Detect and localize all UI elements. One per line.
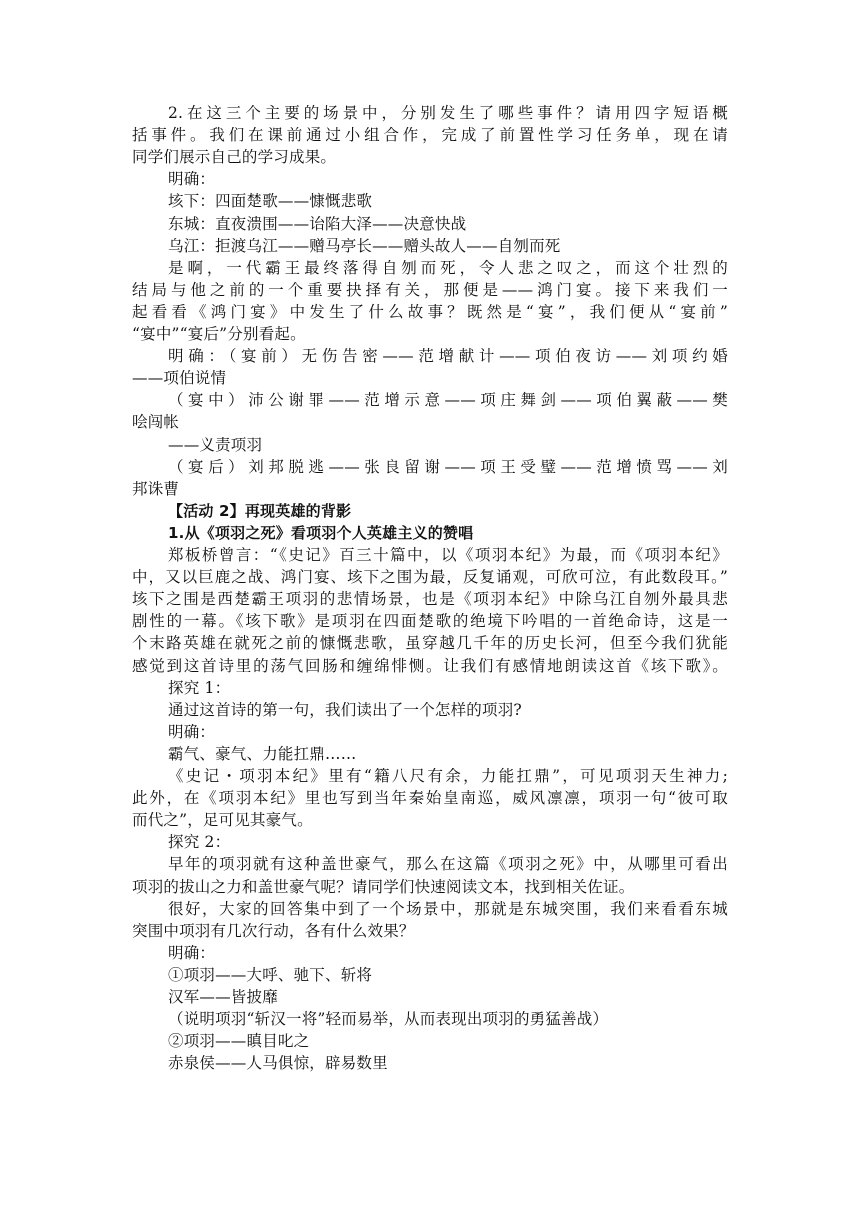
text-line: 邦诛曹 xyxy=(132,479,180,498)
text-line: 垓下：四面楚歌——慷慨悲歌 xyxy=(168,192,373,211)
section-heading: 【活动 2】再现英雄的背影 xyxy=(168,501,352,520)
text-line: 是啊，一代霸王最终落得自刎而死，令人悲之叹之，而这个壮烈的 xyxy=(168,258,728,277)
text-line: 明确： xyxy=(168,170,216,189)
text-line: （宴中）沛公谢罪——范增示意——项庄舞剑——项伯翼蔽——樊 xyxy=(168,391,728,410)
text-line: 早年的项羽就有这种盖世豪气，那么在这篇《项羽之死》中，从哪里可看出 xyxy=(168,855,728,874)
text-line: 探究 1： xyxy=(168,678,231,697)
text-line: 2.在这三个主要的场景中，分别发生了哪些事件？请用四字短语概 xyxy=(168,104,728,122)
text-line: 括事件。我们在课前通过小组合作，完成了前置性学习任务单，现在请 xyxy=(132,126,728,145)
text-line: 感觉到这首诗里的荡气回肠和缠绵悱恻。让我们有感情地朗读这首《垓下歌》。 xyxy=(132,656,728,675)
text-line: 明确： xyxy=(168,722,216,741)
text-line: 而代之”，足可见其豪气。 xyxy=(132,811,313,830)
text-line: 很好，大家的回答集中到了一个场景中，那就是东城突围，我们来看看东城 xyxy=(168,899,728,918)
text-line: “宴中”“宴后”分别看起。 xyxy=(132,325,306,343)
text-line: 结局与他之前的一个重要抉择有关，那便是——鸿门宴。接下来我们一 xyxy=(132,280,728,299)
text-line: 哙闯帐 xyxy=(132,413,180,432)
text-line: 同学们展示自己的学习成果。 xyxy=(132,148,337,167)
text-line: ——义责项羽 xyxy=(168,435,263,454)
text-line: 起看看《鸿门宴》中发生了什么故事？既然是“宴”，我们便从“宴前” xyxy=(132,302,728,321)
text-line: 通过这首诗的第一句，我们读出了一个怎样的项羽? xyxy=(168,700,522,719)
text-line: ——项伯说情 xyxy=(132,369,227,388)
text-line: 明确：（宴前）无伤告密——范增献计——项伯夜访——刘项约婚 xyxy=(168,347,728,366)
text-line: 汉军——皆披靡 xyxy=(168,988,278,1006)
text-line: 《史记・项羽本纪》里有“籍八尺有余，力能扛鼎”，可见项羽天生神力; xyxy=(168,767,728,785)
text-line: 个末路英雄在就死之前的慷慨悲歌，虽穿越几千年的历史长河，但至今我们犹能 xyxy=(132,634,728,653)
text-line: 项羽的拔山之力和盖世豪气呢？请同学们快速阅读文本，找到相关佐证。 xyxy=(132,877,635,896)
text-line: 赤泉侯——人马俱惊，辟易数里 xyxy=(168,1054,388,1073)
text-line: （说明项羽“斩汉一将”轻而易举，从而表现出项羽的勇猛善战） xyxy=(168,1010,609,1029)
text-line: 中，又以巨鹿之战、鸿门宴、垓下之围为最，反复诵观，可欣可泣，有此数段耳。” xyxy=(132,568,728,587)
text-line: 剧性的一幕。《垓下歌》是项羽在四面楚歌的绝境下吟唱的一首绝命诗，这是一 xyxy=(132,612,728,631)
text-line: 垓下之围是西楚霸王项羽的悲情场景，也是《项羽本纪》中除乌江自刎外最具悲 xyxy=(132,590,728,609)
text-line: 乌江：拒渡乌江——赠马亭长——赠头故人——自刎而死 xyxy=(168,236,561,255)
text-line: 明确： xyxy=(168,943,216,962)
text-line: 此外，在《项羽本纪》里也写到当年秦始皇南巡，威风凛凛，项羽一句“彼可取 xyxy=(132,789,728,808)
text-line: ②项羽——瞋目叱之 xyxy=(168,1032,310,1051)
text-line: 霸气、豪气、力能扛鼎…… xyxy=(168,744,357,763)
text-line: 突围中项羽有几次行动，各有什么效果？ xyxy=(132,921,415,940)
text-line: 郑板桥曾言：“《史记》百三十篇中，以《项羽本纪》为最，而《项羽本纪》 xyxy=(168,546,728,564)
text-line: 探究 2： xyxy=(168,833,231,852)
section-heading: 1.从《项羽之死》看项羽个人英雄主义的赞唱 xyxy=(168,523,474,542)
text-line: （宴后）刘邦脱逃——张良留谢——项王受璧——范增愤骂——刘 xyxy=(168,457,728,476)
text-line: ①项羽——大呼、驰下、斩将 xyxy=(168,965,373,984)
text-line: 东城：直夜溃围——诒陷大泽——决意快战 xyxy=(168,214,467,233)
